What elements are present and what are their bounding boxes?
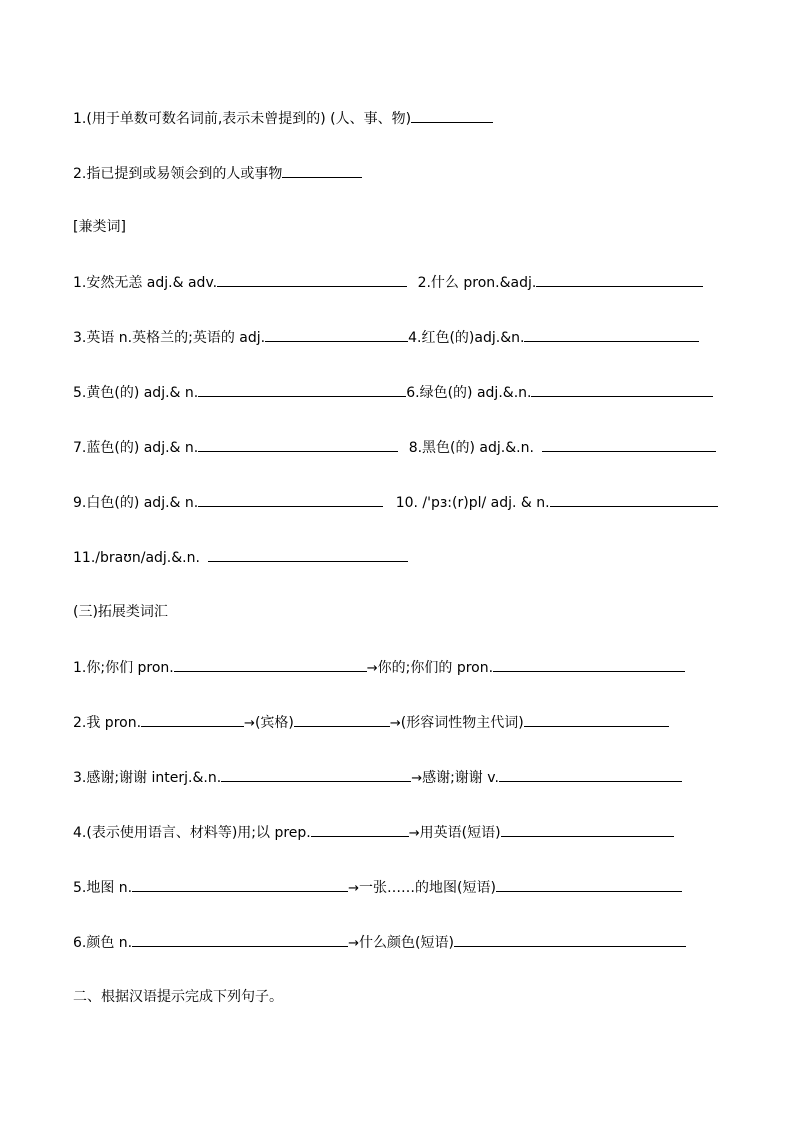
prompt-text: 2.指已提到或易领会到的人或事物 [73,166,283,182]
prompt-text: 用英语(短语) [419,825,501,841]
arrow-icon: → [348,936,360,951]
prompt-text: 4.红色(的)adj.&n. [408,330,525,346]
extension-row-4 [73,822,674,844]
answer-blank[interactable] [411,108,493,123]
section-heading-complete-sentences [73,987,283,1007]
prompt-text: 1.安然无恙 adj.& adv. [73,275,218,291]
prompt-text: 3.感谢;谢谢 interj.&.n. [73,770,222,786]
answer-blank[interactable] [208,547,408,562]
arrow-icon: → [411,771,423,786]
answer-blank[interactable] [217,272,407,287]
vocab-row-4 [73,437,716,458]
prompt-text: 一张……的地图(短语) [359,880,496,896]
vocab-item-2 [73,163,362,184]
answer-blank[interactable] [221,767,411,782]
prompt-text: 5.黄色(的) adj.& n. [73,385,199,401]
prompt-text: 8.黑色(的) adj.&.n. [408,440,534,456]
answer-blank[interactable] [542,437,716,452]
answer-blank[interactable] [496,877,682,892]
extension-row-3 [73,767,682,789]
answer-blank[interactable] [550,492,718,507]
answer-blank[interactable] [493,657,685,672]
arrow-icon: → [244,716,255,731]
answer-blank[interactable] [531,382,713,397]
answer-blank[interactable] [282,163,362,178]
prompt-text: 9.白色(的) adj.& n. [73,495,199,511]
prompt-text: 6.绿色(的) adj.&.n. [406,385,532,401]
answer-blank[interactable] [524,712,669,727]
vocab-row-6 [73,547,408,568]
arrow-icon: → [408,826,420,841]
vocab-row-2 [73,327,699,348]
vocab-row-1 [73,272,703,293]
prompt-text: 1.你;你们 pron. [73,660,174,676]
answer-blank[interactable] [174,657,367,672]
prompt-text: 你的;你们的 pron. [377,660,494,676]
answer-blank[interactable] [198,437,398,452]
prompt-text: 感谢;谢谢 v. [422,770,499,786]
prompt-text: 7.蓝色(的) adj.& n. [73,440,199,456]
extension-row-2 [73,712,669,734]
prompt-text: 什么颜色(短语) [359,935,454,951]
answer-blank[interactable] [265,327,408,342]
extension-row-6 [73,932,686,954]
answer-blank[interactable] [141,712,244,727]
answer-blank[interactable] [536,272,703,287]
prompt-text: 5.地图 n. [73,880,133,896]
answer-blank[interactable] [499,767,682,782]
answer-blank[interactable] [501,822,674,837]
section-heading-extension [73,602,168,622]
prompt-text: (形容词性物主代词) [400,715,524,731]
prompt-text: 10. /'pɜ:(r)pl/ adj. & n. [395,495,550,511]
extension-row-1 [73,657,685,679]
answer-blank[interactable] [198,382,406,397]
prompt-text: 11./braʊn/adj.&.n. [73,550,200,566]
answer-blank[interactable] [311,822,409,837]
heading-text: (三)拓展类词汇 [73,604,168,620]
prompt-text: (宾格) [254,715,294,731]
answer-blank[interactable] [132,877,348,892]
answer-blank[interactable] [198,492,383,507]
answer-blank[interactable] [294,712,390,727]
answer-blank[interactable] [454,932,686,947]
prompt-text: 2.什么 pron.&adj. [417,275,537,291]
vocab-row-5 [73,492,718,513]
prompt-text: 6.颜色 n. [73,935,133,951]
heading-text: [兼类词] [73,219,126,235]
arrow-icon: → [389,716,401,731]
arrow-icon: → [348,881,360,896]
arrow-icon: → [366,661,378,676]
prompt-text: 4.(表示使用语言、材料等)用;以 prep. [73,825,311,841]
section-heading-multi-class [73,217,126,237]
prompt-text: 2.我 pron. [73,715,142,731]
answer-blank[interactable] [132,932,348,947]
vocab-row-3 [73,382,713,403]
answer-blank[interactable] [524,327,699,342]
extension-row-5 [73,877,682,899]
vocab-item-1 [73,108,493,129]
heading-text: 二、根据汉语提示完成下列句子。 [73,989,283,1005]
prompt-text: 3.英语 n.英格兰的;英语的 adj. [73,330,266,346]
prompt-text: 1.(用于单数可数名词前,表示未曾提到的) (人、事、物) [73,111,412,127]
